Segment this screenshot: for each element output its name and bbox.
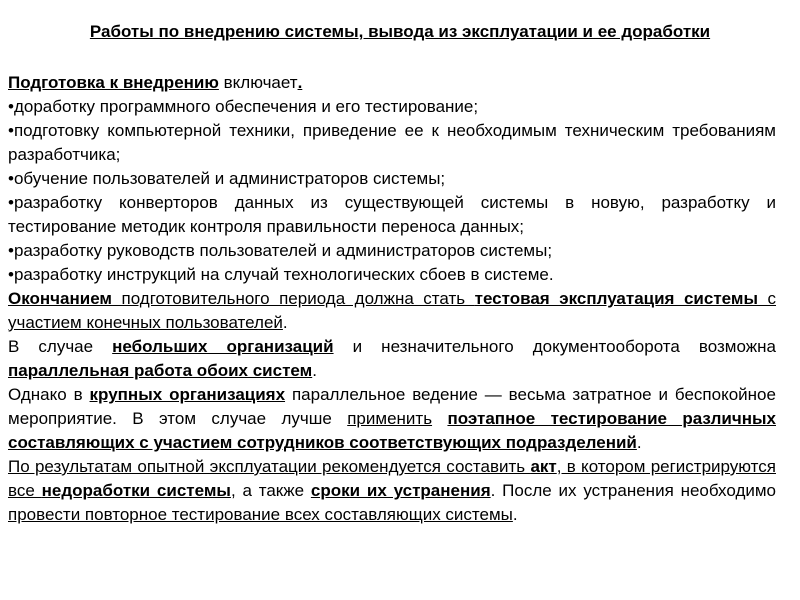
p3-a: Однако в [8,385,90,404]
p4-d: недоработки системы [41,481,231,500]
p4-h: провести повторное тестирование всех составляющих системы [8,505,513,524]
intro-text: включает [218,73,298,92]
p2-c: и незначительного документооборота возможна [333,337,776,356]
p4-f: сроки их устранения [310,481,491,500]
p3-e [432,409,447,428]
p4-g: . После их устранения необходимо [490,481,777,500]
p2-a: В случае [8,337,113,356]
p1-a: Окончанием [8,289,113,308]
bullet-item: •разработку руководств пользователей и администраторов системы; [8,241,553,260]
p2-e: . [312,361,317,380]
p4-i: . [512,505,518,524]
p3-d: применить [347,409,433,428]
document-body [8,71,776,527]
bullet-item: •обучение пользователей и администраторов системы; [8,169,446,188]
page-title: Работы по внедрению системы, вывода из эксплуатации и ее доработки [89,22,711,41]
p1-c: тестовая эксплуатация системы [474,289,758,308]
bullet-item: •доработку программного обеспечения и его тестирование; [8,97,479,116]
paragraph-small-orgs [8,335,776,383]
bullet-item: •подготовку компьютерной техники, приведение ее к необходимым техническим требованиям разработчика; [8,121,776,164]
bullet-item: •разработку конверторов данных из существующей системы в новую, разработку и тестирование методик контроля правильности переноса данных; [8,193,776,236]
bullet-item: •разработку инструкций на случай технологических сбоев в системе. [8,265,554,284]
p1-e: . [282,313,288,332]
intro-dot: . [297,73,303,92]
p4-c: , в котором регистрируются все [8,457,776,500]
intro-line [8,71,776,95]
p3-g: . [636,433,642,452]
intro-heading: Подготовка к внедрению [8,73,219,92]
p1-d: с участием конечных пользователей [8,289,777,332]
p4-b: акт [530,457,557,476]
p4-a: По результатам опытной эксплуатации рекомендуется составить [8,457,531,476]
paragraph-large-orgs [8,383,776,455]
p3-c: параллельное ведение — весьма затратное и беспокойное мероприятие. В этом случае лучше [8,385,776,428]
p4-e: , а также [230,481,311,500]
paragraph-ending-period [8,287,776,335]
p3-f: поэтапное тестирование различных составляющих с участием сотрудников соответствующих подразделений [8,409,776,452]
paragraph-results [8,455,776,527]
p2-b: небольших организаций [112,337,334,356]
p2-d: параллельная работа обоих систем [8,361,313,380]
p3-b: крупных организациях [89,385,286,404]
p1-b: подготовительного периода должна стать [112,289,475,308]
